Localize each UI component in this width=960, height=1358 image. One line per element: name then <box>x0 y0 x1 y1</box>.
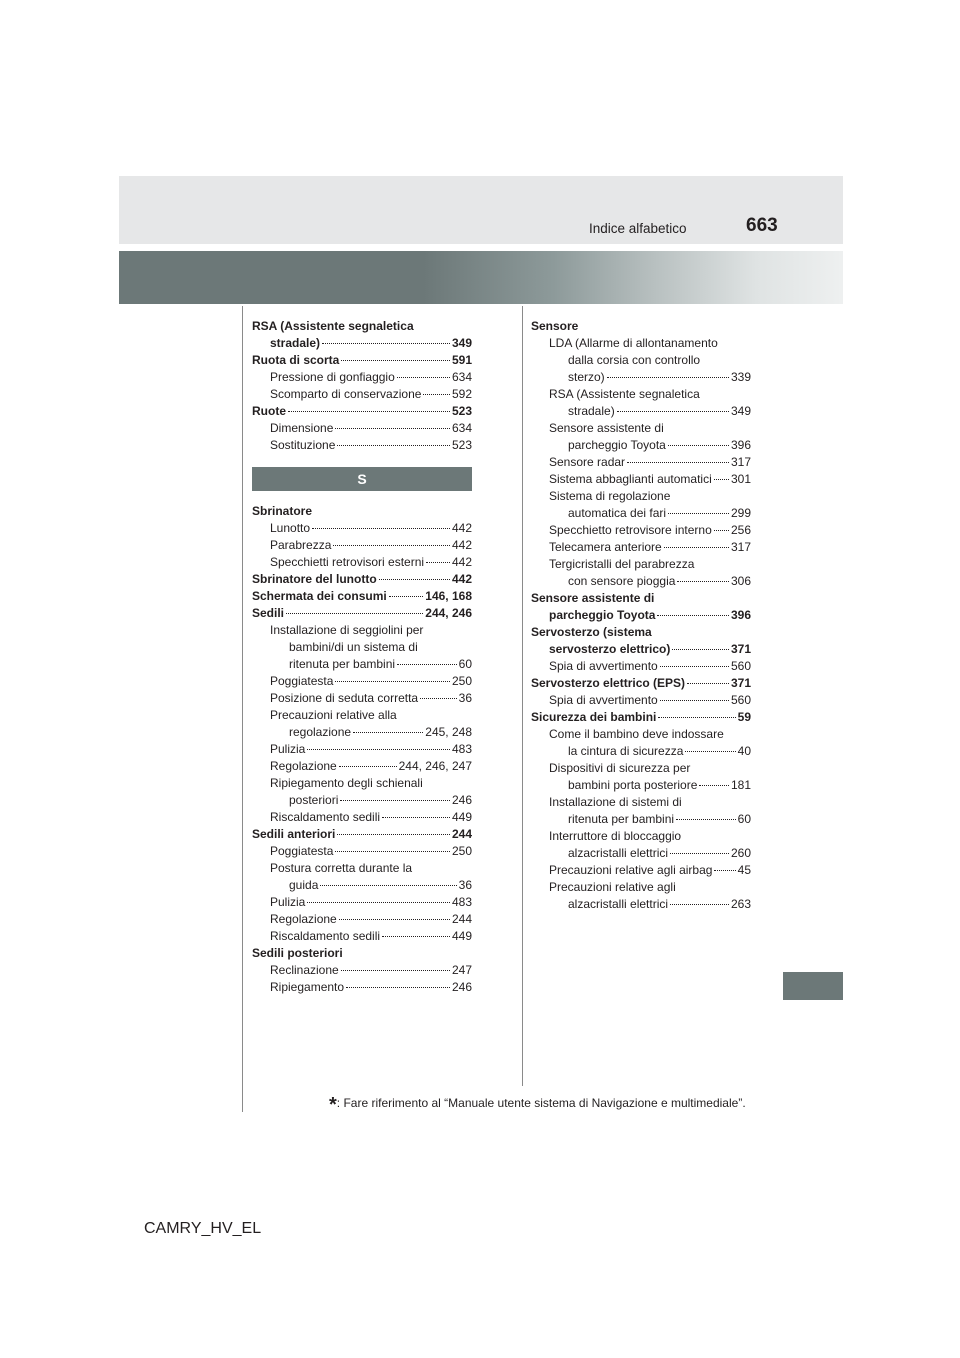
index-entry-text: posteriori <box>289 793 339 807</box>
index-entry-page: 301 <box>730 472 751 486</box>
index-entry-text: Sensore radar <box>549 455 626 469</box>
index-entry <box>252 403 472 420</box>
index-entry-text: Installazione di seggiolini per <box>270 623 424 637</box>
index-entry <box>252 318 472 335</box>
index-entry-page: 349 <box>451 336 472 350</box>
index-entry <box>252 656 472 673</box>
index-entry-text: Sistema di regolazione <box>549 489 671 503</box>
footnote <box>329 1094 746 1117</box>
dot-leader <box>423 394 450 395</box>
index-entry <box>531 556 751 573</box>
dot-leader <box>676 819 736 820</box>
index-entry <box>531 539 751 556</box>
index-entry-text: Sbrinatore <box>252 504 313 518</box>
index-entry <box>531 675 751 692</box>
index-entry <box>531 369 751 386</box>
index-entry-text: Tergicristalli del parabrezza <box>549 557 695 571</box>
index-entry-text: Servosterzo (sistema <box>531 625 652 639</box>
index-entry-page: 523 <box>451 404 472 418</box>
index-entry-page: 244 <box>451 827 472 841</box>
dot-leader <box>312 528 450 529</box>
chapter-thumb-tab <box>783 972 843 1000</box>
index-entry <box>531 437 751 454</box>
index-entry-text: Riscaldamento sedili <box>270 929 381 943</box>
dot-leader <box>397 377 450 378</box>
index-entry <box>531 624 751 641</box>
dot-leader <box>340 800 450 801</box>
index-entry-page: 181 <box>730 778 751 792</box>
index-entry <box>531 760 751 777</box>
index-entry-text: parcheggio Toyota <box>549 608 656 622</box>
footnote-marker: * <box>329 1094 337 1116</box>
index-entry-text: Precauzioni relative agli airbag <box>549 863 713 877</box>
index-entry-page: 250 <box>451 674 472 688</box>
index-entry-text: LDA (Allarme di allontanamento <box>549 336 718 350</box>
index-entry <box>252 571 472 588</box>
index-entry-page: 40 <box>737 744 751 758</box>
dot-leader <box>333 545 450 546</box>
index-entry <box>252 352 472 369</box>
index-entry-page: 317 <box>730 455 751 469</box>
dot-leader <box>617 411 729 412</box>
dot-leader <box>337 445 450 446</box>
index-entry-page: 60 <box>737 812 751 826</box>
index-entry-text: Poggiatesta <box>270 844 334 858</box>
index-entry-text: Postura corretta durante la <box>270 861 413 875</box>
index-entry-text: Spia di avvertimento <box>549 693 658 707</box>
dot-leader <box>339 766 397 767</box>
index-list-right <box>531 318 751 913</box>
index-entry-text: Sistema abbaglianti automatici <box>549 472 712 486</box>
index-entry-page: 317 <box>730 540 751 554</box>
index-entry-text: Sedili anteriori <box>252 827 336 841</box>
index-entry-text: ritenuta per bambini <box>289 657 396 671</box>
index-entry-text: Pulizia <box>270 895 306 909</box>
index-entry-page: 442 <box>451 538 472 552</box>
index-entry <box>252 741 472 758</box>
index-entry <box>252 775 472 792</box>
index-entry-page: 442 <box>451 555 472 569</box>
dot-leader <box>307 749 450 750</box>
index-entry-text: Schermata dei consumi <box>252 589 387 603</box>
dot-leader <box>687 683 729 684</box>
index-entry-page: 36 <box>458 878 472 892</box>
index-entry-page: 560 <box>730 693 751 707</box>
index-entry <box>252 335 472 352</box>
index-entry <box>252 520 472 537</box>
index-entry-text: Sedili posteriori <box>252 946 343 960</box>
index-entry-text: Regolazione <box>270 759 337 773</box>
index-entry-page: 560 <box>730 659 751 673</box>
index-entry-text: Spia di avvertimento <box>549 659 658 673</box>
index-entry <box>252 911 472 928</box>
footnote-text: : Fare riferimento al “Manuale utente sistema di Navigazione e multimediale”. <box>336 1096 746 1110</box>
dot-leader <box>335 851 450 852</box>
index-entry-text: ritenuta per bambini <box>568 812 675 826</box>
index-entry-text: Ruote <box>252 404 286 418</box>
index-entry-page: 523 <box>451 438 472 452</box>
index-entry-text: Dispositivi di sicurezza per <box>549 761 691 775</box>
index-entry-page: 260 <box>730 846 751 860</box>
index-entry <box>252 945 472 962</box>
index-entry-text: Sensore <box>531 319 579 333</box>
index-entry <box>252 588 472 605</box>
model-code: CAMRY_HV_EL <box>144 1220 262 1237</box>
dot-leader <box>627 462 729 463</box>
dot-leader <box>288 411 450 412</box>
index-entry-text: Precauzioni relative alla <box>270 708 397 722</box>
index-entry-text: Regolazione <box>270 912 337 926</box>
index-entry <box>531 777 751 794</box>
index-entry <box>252 860 472 877</box>
index-entry-page: 396 <box>730 608 751 622</box>
index-entry <box>531 828 751 845</box>
index-entry <box>531 318 751 335</box>
index-entry-text: Dimensione <box>270 421 334 435</box>
index-entry <box>531 352 751 369</box>
index-entry <box>252 622 472 639</box>
index-entry-text: Ruota di scorta <box>252 353 340 367</box>
index-entry <box>252 758 472 775</box>
index-entry <box>531 726 751 743</box>
index-entry <box>252 707 472 724</box>
dot-leader <box>426 562 450 563</box>
index-entry-page: 59 <box>737 710 751 724</box>
dot-leader <box>670 853 729 854</box>
index-entry-page: 591 <box>451 353 472 367</box>
dot-leader <box>353 732 423 733</box>
index-entry-page: 244 <box>451 912 472 926</box>
dot-leader <box>658 717 735 718</box>
index-entry-text: Ripiegamento <box>270 980 345 994</box>
dot-leader <box>668 445 729 446</box>
index-entry-page: 371 <box>730 642 751 656</box>
index-entry <box>531 811 751 828</box>
dot-leader <box>660 666 729 667</box>
dot-leader <box>397 664 457 665</box>
index-entry <box>531 488 751 505</box>
index-entry <box>252 690 472 707</box>
index-entry-page: 256 <box>730 523 751 537</box>
index-entry-text: Scomparto di conservazione <box>270 387 422 401</box>
index-entry-page: 244, 246 <box>425 606 472 620</box>
index-entry <box>531 335 751 352</box>
index-entry-text: Sicurezza dei bambini <box>531 710 657 724</box>
index-entry <box>252 809 472 826</box>
dot-leader <box>379 579 450 580</box>
index-entry <box>531 845 751 862</box>
index-entry <box>531 505 751 522</box>
index-entry <box>252 724 472 741</box>
index-entry <box>252 826 472 843</box>
index-entry-page: 299 <box>730 506 751 520</box>
dot-leader <box>699 785 729 786</box>
index-entry-text: Sensore assistente di <box>549 421 664 435</box>
index-entry-text: Come il bambino deve indossare <box>549 727 724 741</box>
index-entry <box>531 471 751 488</box>
left-margin-rule <box>242 306 243 1112</box>
index-entry <box>252 928 472 945</box>
column-divider <box>522 306 523 1086</box>
index-entry-text: stradale) <box>270 336 321 350</box>
index-entry-text: bambini porta posteriore <box>568 778 698 792</box>
index-entry-text: RSA (Assistente segnaletica <box>252 319 414 333</box>
dot-leader <box>335 428 450 429</box>
index-entry-text: Ripiegamento degli schienali <box>270 776 423 790</box>
dot-leader <box>657 615 729 616</box>
dot-leader <box>670 904 729 905</box>
index-entry-text: Posizione di seduta corretta <box>270 691 419 705</box>
index-entry-page: 634 <box>451 421 472 435</box>
index-entry <box>531 454 751 471</box>
dot-leader <box>714 870 735 871</box>
index-entry-page: 263 <box>730 897 751 911</box>
index-entry <box>531 658 751 675</box>
index-entry-page: 339 <box>730 370 751 384</box>
index-entry-page: 36 <box>458 691 472 705</box>
dot-leader <box>714 479 729 480</box>
index-entry <box>252 369 472 386</box>
dot-leader <box>382 936 450 937</box>
index-entry-page: 449 <box>451 810 472 824</box>
index-entry-page: 245, 248 <box>425 725 472 739</box>
index-entry <box>531 641 751 658</box>
index-entry-page: 244, 246, 247 <box>398 759 472 773</box>
dot-leader <box>677 581 729 582</box>
dot-leader <box>685 751 735 752</box>
index-entry-text: servosterzo elettrico) <box>549 642 671 656</box>
index-entry-text: Reclinazione <box>270 963 339 977</box>
index-entry-text: parcheggio Toyota <box>568 438 666 452</box>
index-entry-text: Installazione di sistemi di <box>549 795 682 809</box>
index-entry-text: regolazione <box>289 725 352 739</box>
section-letter-bar: S <box>252 467 472 491</box>
index-entry <box>252 962 472 979</box>
index-entry-text: Pressione di gonfiaggio <box>270 370 395 384</box>
dot-leader <box>420 698 457 699</box>
index-entry <box>252 979 472 996</box>
index-entry-text: Precauzioni relative agli <box>549 880 676 894</box>
index-entry-text: alzacristalli elettrici <box>568 846 669 860</box>
index-entry-page: 371 <box>730 676 751 690</box>
dot-leader <box>389 596 424 597</box>
index-entry-text: Lunotto <box>270 521 311 535</box>
index-entry-page: 634 <box>451 370 472 384</box>
index-entry-text: Sbrinatore del lunotto <box>252 572 377 586</box>
dot-leader <box>346 987 450 988</box>
section-title: Indice alfabetico <box>589 221 687 236</box>
index-entry <box>252 554 472 571</box>
dot-leader <box>337 834 450 835</box>
dot-leader <box>339 919 450 920</box>
dot-leader <box>668 513 729 514</box>
index-entry <box>531 522 751 539</box>
index-entry-page: 396 <box>730 438 751 452</box>
page-number: 663 <box>746 215 778 236</box>
index-entry <box>531 743 751 760</box>
index-entry <box>531 794 751 811</box>
index-entry-text: alzacristalli elettrici <box>568 897 669 911</box>
index-entry-page: 246 <box>451 793 472 807</box>
dot-leader <box>322 343 450 344</box>
index-entry-page: 349 <box>730 404 751 418</box>
index-entry-text: guida <box>289 878 319 892</box>
index-column-left <box>252 318 472 996</box>
index-entry <box>252 894 472 911</box>
index-entry-page: 250 <box>451 844 472 858</box>
index-entry <box>531 862 751 879</box>
index-entry-page: 246 <box>451 980 472 994</box>
index-entry <box>252 792 472 809</box>
dot-leader <box>714 530 729 531</box>
index-entry-text: Riscaldamento sedili <box>270 810 381 824</box>
index-entry <box>252 843 472 860</box>
index-entry <box>252 420 472 437</box>
index-entry <box>531 607 751 624</box>
index-entry <box>531 590 751 607</box>
index-entry-text: bambini/di un sistema di <box>289 640 418 654</box>
index-entry <box>531 573 751 590</box>
index-entry-text: Sostituzione <box>270 438 336 452</box>
index-entry-text: Parabrezza <box>270 538 332 552</box>
dot-leader <box>341 970 450 971</box>
index-list-left-top <box>252 318 472 454</box>
index-entry-text: RSA (Assistente segnaletica <box>549 387 700 401</box>
index-entry-page: 306 <box>730 574 751 588</box>
index-entry <box>252 386 472 403</box>
dot-leader <box>664 547 729 548</box>
dot-leader <box>341 360 450 361</box>
index-entry-page: 442 <box>451 521 472 535</box>
index-entry-text: Poggiatesta <box>270 674 334 688</box>
index-entry-text: dalla corsia con controllo <box>568 353 701 367</box>
index-entry <box>531 403 751 420</box>
index-entry-page: 60 <box>458 657 472 671</box>
index-entry <box>252 437 472 454</box>
index-entry-page: 442 <box>451 572 472 586</box>
index-entry-text: Interruttore di bloccaggio <box>549 829 682 843</box>
dot-leader <box>307 902 450 903</box>
dot-leader <box>320 885 456 886</box>
index-entry-text: Specchietti retrovisori esterni <box>270 555 425 569</box>
dot-leader <box>286 613 423 614</box>
index-entry <box>252 605 472 622</box>
index-entry-page: 449 <box>451 929 472 943</box>
index-entry <box>531 709 751 726</box>
index-entry-text: sterzo) <box>568 370 605 384</box>
index-entry-text: Telecamera anteriore <box>549 540 662 554</box>
header-gradient-band <box>119 251 843 304</box>
index-entry-page: 45 <box>737 863 751 877</box>
index-entry <box>252 877 472 894</box>
dot-leader <box>660 700 729 701</box>
dot-leader <box>672 649 729 650</box>
index-entry-page: 146, 168 <box>425 589 472 603</box>
index-entry <box>252 503 472 520</box>
index-entry-text: automatica dei fari <box>568 506 667 520</box>
index-entry <box>252 673 472 690</box>
index-entry <box>252 639 472 656</box>
index-entry-page: 483 <box>451 742 472 756</box>
index-entry <box>531 879 751 896</box>
index-entry-page: 483 <box>451 895 472 909</box>
index-entry-page: 247 <box>451 963 472 977</box>
dot-leader <box>382 817 450 818</box>
index-entry-text: Pulizia <box>270 742 306 756</box>
index-entry <box>531 420 751 437</box>
dot-leader <box>607 377 729 378</box>
index-entry-text: Specchietto retrovisore interno <box>549 523 712 537</box>
index-entry-text: Sensore assistente di <box>531 591 655 605</box>
index-list-left-bottom <box>252 503 472 996</box>
index-entry <box>252 537 472 554</box>
index-entry-text: Servosterzo elettrico (EPS) <box>531 676 686 690</box>
index-column-right <box>531 318 751 913</box>
dot-leader <box>335 681 450 682</box>
index-entry-text: con sensore pioggia <box>568 574 676 588</box>
index-entry <box>531 386 751 403</box>
index-entry-page: 592 <box>451 387 472 401</box>
index-entry-text: stradale) <box>568 404 615 418</box>
index-entry-text: Sedili <box>252 606 285 620</box>
header-bar <box>119 176 843 244</box>
index-entry <box>531 896 751 913</box>
index-entry <box>531 692 751 709</box>
index-entry-text: la cintura di sicurezza <box>568 744 684 758</box>
